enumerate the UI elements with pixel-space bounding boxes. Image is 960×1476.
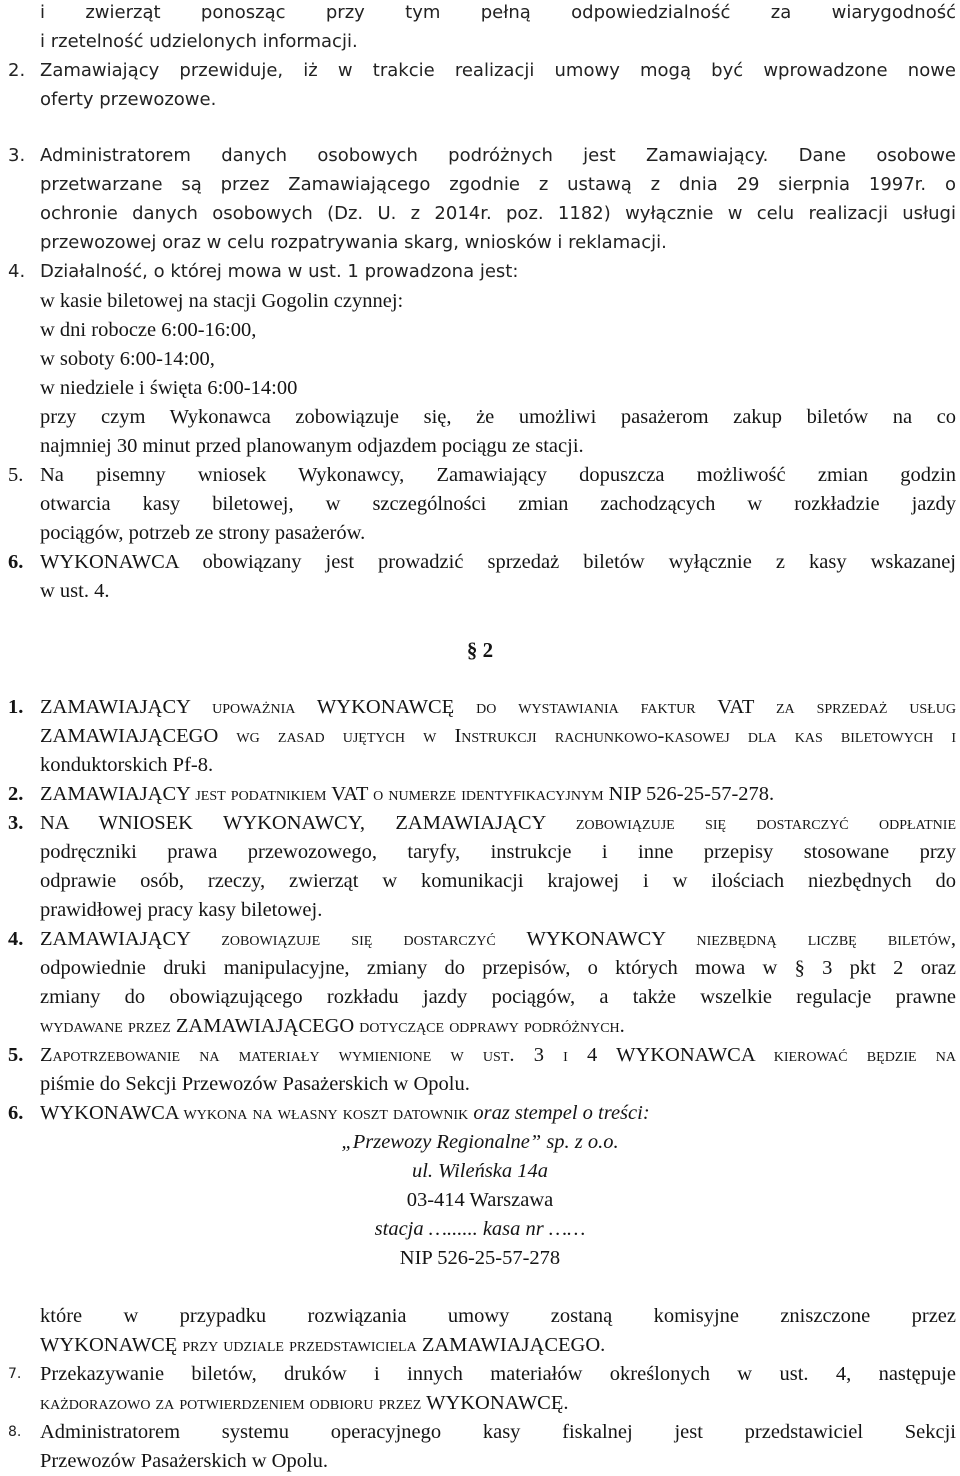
paragraph-line: w dni robocze 6:00-16:00, — [40, 319, 257, 341]
paragraph-line: Na pisemny wniosek Wykonawcy, Zamawiający dopuszcza możliwość zmian godzin — [40, 464, 956, 486]
paragraph-line: ZAMAWIAJĄCEGO wg zasad ujętych w Instrukcji rachunkowo-kasowej dla kas biletowych i — [40, 725, 956, 747]
item-number: 1. — [8, 696, 24, 718]
stamp-line: NIP 526-25-57-278 — [399, 1247, 561, 1269]
paragraph-line: ZAMAWIAJĄCY upoważnia WYKONAWCĘ do wystawiania faktur VAT za sprzedaż usług — [40, 696, 956, 718]
paragraph-line: Zamawiający przewiduje, iż w trakcie realizacji umowy mogą być wprowadzone nowe — [40, 60, 956, 81]
paragraph-symbol: § — [466, 638, 478, 662]
text-span-italic: oraz stempel o treści: — [473, 1102, 650, 1124]
paragraph-line: WYKONAWCĘ przy udziale przedstawiciela ZAMAWIAJĄCEGO. — [40, 1334, 606, 1356]
paragraph-line: oferty przewozowe. — [40, 89, 217, 110]
item-number: 2. — [8, 60, 26, 81]
item-number: 6. — [8, 551, 24, 573]
paragraph-line: WYKONAWCA obowiązany jest prowadzić sprzedaż biletów wyłącznie z kasy wskazanej — [40, 551, 956, 573]
paragraph-line: zmiany do obowiązującego rozkładu jazdy pociągów, a także wszelkie regulacje prawne — [40, 986, 956, 1008]
paragraph-line: przewozowej oraz w celu rozpatrywania skarg, wniosków i reklamacji. — [40, 232, 667, 253]
paragraph-line: Działalność, o której mowa w ust. 1 prowadzona jest: — [40, 261, 519, 282]
paragraph-line: prawidłowej pracy kasy biletowej. — [40, 899, 323, 921]
paragraph-line: przy czym Wykonawca zobowiązuje się, że umożliwi pasażerom zakup biletów na co — [40, 406, 956, 428]
stamp-line: stacja …...... kasa nr …… — [374, 1218, 586, 1240]
paragraph-line: najmniej 30 minut przed planowanym odjazdem pociągu ze stacji. — [40, 435, 584, 457]
stamp-line: „Przewozy Regionalne” sp. z o.o. — [341, 1131, 619, 1153]
paragraph-line: piśmie do Sekcji Przewozów Pasażerskich w Opolu. — [40, 1073, 470, 1095]
paragraph-line: wydawane przez ZAMAWIAJĄCEGO dotyczące odprawy podróżnych. — [40, 1015, 625, 1037]
paragraph-line — [40, 1100, 650, 1126]
paragraph-line: przetwarzane są przez Zamawiającego zgodnie z ustawą z dnia 29 sierpnia 1997r. o — [40, 174, 956, 195]
paragraph-line: Przewozów Pasażerskich w Opolu. — [40, 1450, 329, 1472]
paragraph-line: ZAMAWIAJĄCY zobowiązuje się dostarczyć WYKONAWCY niezbędną liczbę biletów, — [40, 928, 956, 950]
paragraph-line: pociągów, potrzeb ze strony pasażerów. — [40, 522, 366, 544]
paragraph-line: ochronie danych osobowych (Dz. U. z 2014r. poz. 1182) wyłącznie w celu realizacji usługi — [40, 203, 956, 224]
paragraph-line: i rzetelność udzielonych informacji. — [40, 31, 358, 52]
paragraph-line: podręczniki prawa przewozowego, taryfy, instrukcje i inne przepisy stosowane przy — [40, 841, 956, 863]
stamp-line: ul. Wileńska 14a — [411, 1160, 549, 1182]
paragraph-line: Przekazywanie biletów, druków i innych materiałów określonych w ust. 4, następuje — [40, 1363, 956, 1385]
section-heading — [0, 636, 960, 664]
paragraph-line: każdorazowo za potwierdzeniem odbioru przez WYKONAWCĘ. — [40, 1392, 569, 1414]
text-span: WYKONAWCA wykona na własny koszt datownik — [40, 1102, 469, 1124]
item-number: 4. — [8, 928, 24, 950]
item-number: 3. — [8, 812, 24, 834]
paragraph-line: odprawie osób, rzeczy, zwierząt w komunikacji krajowej i w ilościach niezbędnych do — [40, 870, 956, 892]
item-number: 6. — [8, 1102, 24, 1124]
stamp-line: 03-414 Warszawa — [406, 1189, 554, 1211]
paragraph-line: otwarcia kasy biletowej, w szczególności zmian zachodzących w rozkładzie jazdy — [40, 493, 956, 515]
section-number: 2 — [482, 638, 494, 662]
paragraph-line: Administratorem danych osobowych podróżnych jest Zamawiający. Dane osobowe — [40, 145, 956, 166]
paragraph-line: Zapotrzebowanie na materiały wymienione w ust. 3 i 4 WYKONAWCA kierować będzie na — [40, 1044, 956, 1066]
paragraph-line: konduktorskich Pf-8. — [40, 754, 214, 776]
paragraph-line: które w przypadku rozwiązania umowy zostaną komisyjne zniszczone przez — [40, 1305, 956, 1327]
item-number: 5. — [8, 464, 24, 486]
paragraph-line: ZAMAWIAJĄCY jest podatnikiem VAT o numerze identyfikacyjnym NIP 526-25-57-278. — [40, 783, 775, 805]
item-number: 5. — [8, 1044, 24, 1066]
paragraph-line: i zwierząt ponosząc przy tym pełną odpowiedzialność za wiarygodność — [40, 2, 956, 23]
item-number: 2. — [8, 783, 24, 805]
paragraph-line: w ust. 4. — [40, 580, 110, 602]
paragraph-line: Administratorem systemu operacyjnego kasy fiskalnej jest przedstawiciel Sekcji — [40, 1421, 956, 1443]
paragraph-line: NA WNIOSEK WYKONAWCY, ZAMAWIAJĄCY zobowiązuje się dostarczyć odpłatnie — [40, 812, 956, 834]
paragraph-line: w niedziele i święta 6:00-14:00 — [40, 377, 298, 399]
item-number: 7. — [8, 1366, 22, 1382]
item-number: 4. — [8, 261, 26, 282]
paragraph-line: odpowiednie druki manipulacyjne, zmiany do przepisów, o których mowa w § 3 pkt 2 oraz — [40, 957, 956, 979]
paragraph-line: w kasie biletowej na stacji Gogolin czynnej: — [40, 290, 404, 312]
paragraph-line: w soboty 6:00-14:00, — [40, 348, 215, 370]
item-number: 3. — [8, 145, 26, 166]
item-number: 8. — [8, 1424, 22, 1440]
